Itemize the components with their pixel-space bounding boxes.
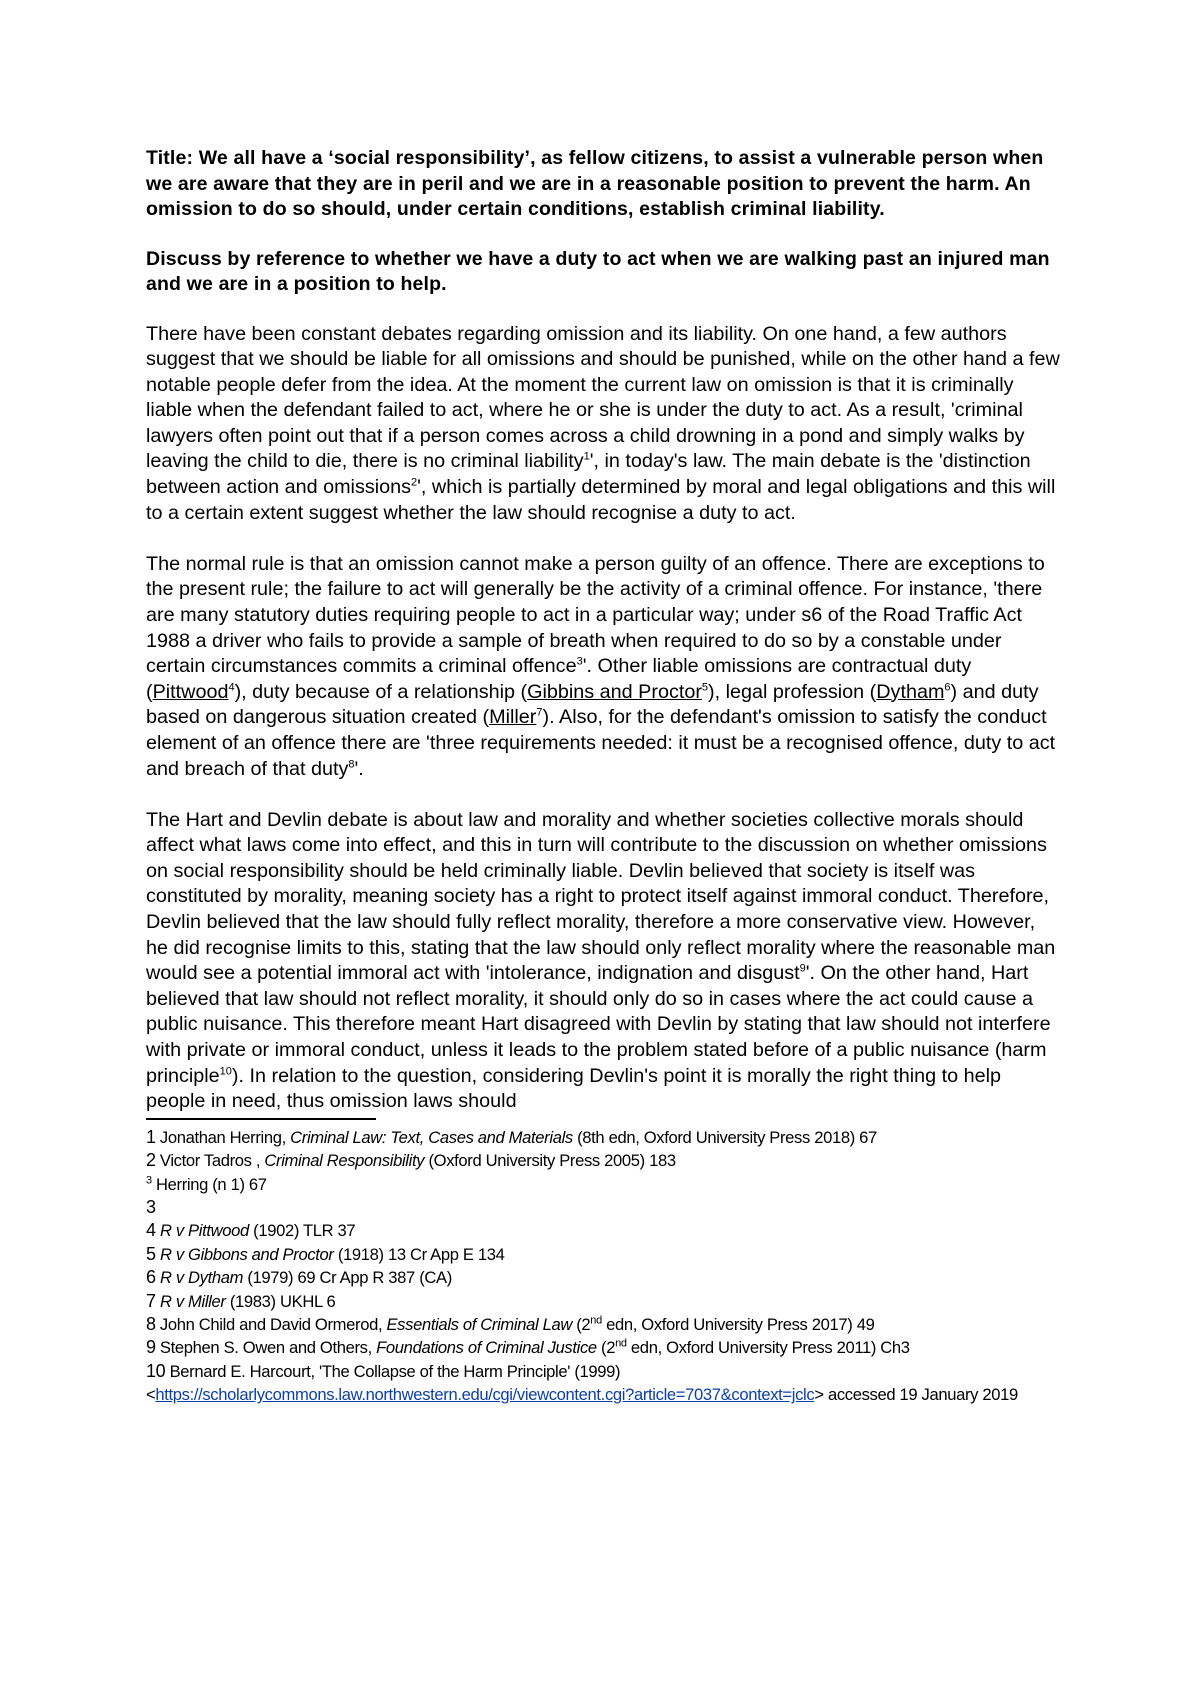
footnote-separator — [146, 1118, 376, 1120]
footnote-ref-2[interactable]: 2 — [411, 476, 418, 489]
paragraph-2: The normal rule is that an omission cannot make a person guilty of an offence. There are exceptions to the present rule; the failure to act will generally be the activity of a criminal offence. For instance, 'there are many statutory duties requiring people to act in a particular way; under s6 of the Road Traffic Act 1988 a driver who fails to provide a sample of breath when required to do so by a constable under certain circumstances commits a criminal offence$^3$'. Other liable omissions are contractual duty (Pittwood$^4$), duty because of a relationship (Gibbins and Proctor$^5$), legal profession (Dytham$^6$) and duty based on dangerous situation created (Miller$^7$). Also, for the defendant's omission to satisfy the conduct element of an offence there are 'three requirements needed: it must be a recognised offence, duty to act and breach of that duty$^8$'. — [146, 552, 1056, 780]
footnote-3-blank: 3 — [146, 1196, 156, 1217]
paragraph-3: The Hart and Devlin debate is about law and morality and whether societies collective morals should affect what laws come into effect, and this in turn will contribute to the discussion on whether omissions on social responsibility should be held criminally liable. Devlin believed that society is itself was constituted by morality, meaning society has a right to protect itself against immoral conduct. Therefore, Devlin believed that the law should fully reflect morality, therefore a more conservative view. However, he did recognise limits to this, stating that the law should only reflect morality where the reasonable man would see a potential immoral act with 'intolerance, indignation and disgust$^9$'. On the other hand, Hart believed that law should not reflect morality, it should only do so in cases where the act could cause a public nuisance. This therefore meant Hart disagreed with Devlin by stating that law should not interfere with private or immoral conduct, unless it leads to the problem stated before of a public nuisance (harm principle$^{10}$). In relation to the question, considering Devlin's point it is morally the right thing to help people in need, thus omission laws should — [146, 808, 1056, 1113]
footnote-ref-4[interactable]: 4 — [228, 681, 235, 694]
case-link-gibbins-and-proctor[interactable]: Gibbins and Proctor — [527, 680, 702, 703]
footnote-ref-5[interactable]: 5 — [701, 681, 709, 694]
footnote-ref-3[interactable]: 3 — [576, 655, 583, 668]
footnote-ref-1[interactable]: 1 — [583, 450, 590, 463]
footnote-7: 7 R v Miller (1983) UKHL 6 — [146, 1290, 336, 1311]
footnotes — [146, 1126, 1060, 1407]
footnote-ref-8[interactable]: 8 — [348, 757, 355, 770]
case-link-miller[interactable]: Miller — [489, 706, 537, 729]
footnote-2: 2 Victor Tadros , Criminal Responsibility (Oxford University Press 2005) 183 — [146, 1150, 676, 1171]
footnote-1: 1 Jonathan Herring, Criminal Law: Text, Cases and Materials (8th edn, Oxford University Press 2018) 67 — [146, 1126, 877, 1147]
footnote-ref-7[interactable]: 7 — [536, 706, 543, 719]
footnote-ref-9[interactable]: 9 — [799, 962, 806, 975]
footnote-9: 9 Stephen S. Owen and Others, Foundations of Criminal Justice (2nd edn, Oxford University Press 2011) Ch3 — [146, 1337, 910, 1358]
footnote-5: 5 R v Gibbons and Proctor (1918) 13 Cr App E 134 — [146, 1243, 505, 1264]
footnote-ref-6[interactable]: 6 — [944, 681, 951, 694]
essay-title: Title: We all have a ‘social responsibility’, as fellow citizens, to assist a vulnerable person when we are aware that they are in peril and we are in a reasonable position to prevent the harm. An omission to do so should, under certain conditions, establish criminal liability. — [146, 147, 1044, 220]
footnote-8: 8 John Child and David Ormerod, Essentials of Criminal Law (2nd edn, Oxford University Press 2017) 49 — [146, 1313, 875, 1334]
paragraph-1: There have been constant debates regarding omission and its liability. On one hand, a few authors suggest that we should be liable for all omissions and should be punished, while on the other hand a few notable people defer from the idea. At the moment the current law on omission is that it is criminally liable when the defendant failed to act, where he or she is under the duty to act. As a result, 'criminal lawyers often point out that if a person comes across a child drowning in a pond and simply walks by leaving the child to die, there is no criminal liability$^1$', in today's law. The main debate is the 'distinction between action and omissions$^2$', which is partially determined by moral and legal obligations and this will to a certain extent suggest whether the law should recognise a duty to act. — [146, 322, 1060, 524]
essay-question: Discuss by reference to whether we have a duty to act when we are walking past an injured man and we are in a position to help. — [146, 247, 1050, 295]
case-link-dytham[interactable]: Dytham — [876, 680, 945, 703]
footnote-6: 6 R v Dytham (1979) 69 Cr App R 387 (CA) — [146, 1267, 452, 1288]
case-link-pittwood[interactable]: Pittwood — [152, 680, 229, 703]
footnote-url-link[interactable]: https://scholarlycommons.law.northwestern.edu/cgi/viewcontent.cgi?article=7037&context=jclc — [155, 1385, 815, 1405]
footnote-ref-10[interactable]: 10 — [219, 1064, 232, 1077]
footnote-10: 10 Bernard E. Harcourt, 'The Collapse of the Harm Principle' (1999) <https://scholarlycommons.law.northwestern.edu/cgi/viewcontent.cgi?article=7037&context=jclc> accessed 19 January 2019 — [146, 1360, 1018, 1405]
footnote-4: 4 R v Pittwood (1902) TLR 37 — [146, 1220, 356, 1241]
footnote-3: $^3$ Herring (n 1) 67 — [146, 1174, 267, 1194]
